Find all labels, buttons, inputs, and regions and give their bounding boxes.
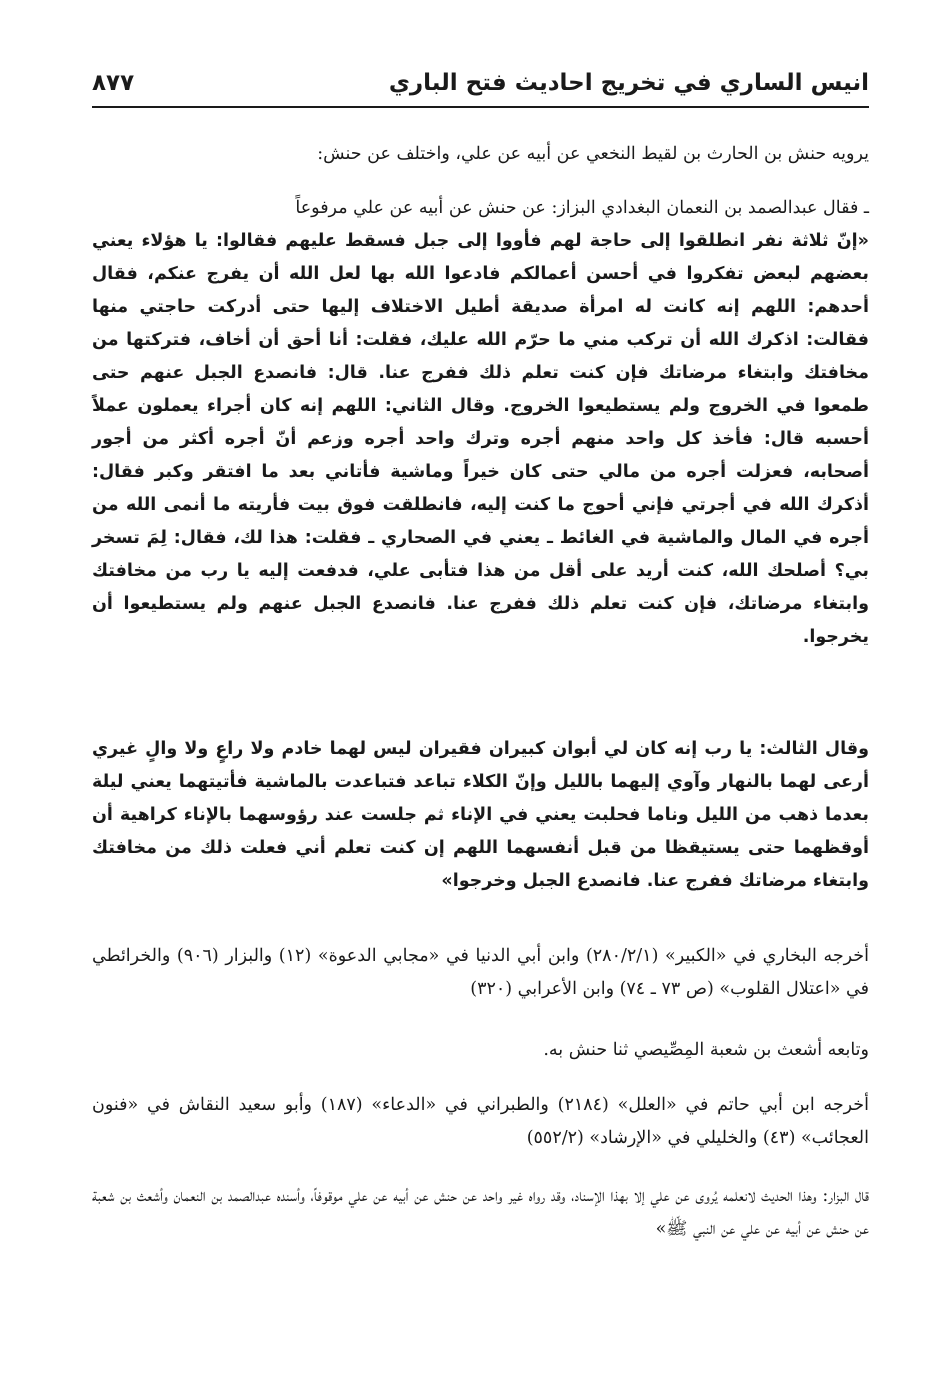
hadith-text-part2: وقال الثالث: يا رب إنه كان لي أبوان كبيران فقيران ليس لهما خادم ولا راعٍ ولا والٍ غيري أرعى لهما بالنهار وآوي إليهما بالليل وإنّ الكلاء تباعد فتباعدت بالماشية فأتيتهما يعني ليلة بعدما ذهب من الليل وناما فحلبت يعني في الإناء ثم جلست عند رؤوسهما بالإناء كراهية أن أوقظهما حتى يستيقظا من قبل أنفسهما اللهم إن كنت تعلم أني فعلت ذلك من مخافتك وابتغاء مرضاتك ففرج عنا. فانصدع الجبل وخرجوا» <box>92 739 869 891</box>
intro-paragraph: يرويه حنش بن الحارث بن لقيط النخعي عن أبيه عن علي، واختلف عن حنش: <box>317 144 869 164</box>
mutaba-paragraph: وتابعه أشعث بن شعبة المِصِّيصي ثنا حنش به. <box>543 1040 869 1060</box>
page-number: ٨٧٧ <box>92 70 135 96</box>
narrator-line: ـ فقال عبدالصمد بن النعمان البغدادي البزاز: عن حنش عن أبيه عن علي مرفوعاً <box>295 198 869 218</box>
page-header <box>92 66 869 108</box>
takhrij-paragraph-2: أخرجه ابن أبي حاتم في «العلل» (٢١٨٤) والطبراني في «الدعاء» (١٨٧) وأبو سعيد النقاش في «فنون العجائب» (٤٣) والخليلي في «الإرشاد» (٥٥٢/٢) <box>92 1095 869 1148</box>
hadith-text-part1: «إنّ ثلاثة نفر انطلقوا إلى حاجة لهم فأووا إلى جبل فسقط عليهم فقالوا: يا هؤلاء يعني بعضهم لبعض تفكروا في أحسن أعمالكم فادعوا الله بها لعل الله أن يفرج عنكم، فقال أحدهم: اللهم إنه كانت له امرأة صديقة أطيل الاختلاف إليها حتى أدركت حاجتي منها فقالت: اذكرك الله أن تركب مني ما حرّم الله عليك، فقلت: أنا أحق أن أخاف، فتركتها من مخافتك وابتغاء مرضاتك فإن كنت تعلم ذلك ففرج عنا. قال: فانصدع الجبل عنهم حتى طمعوا في الخروج ولم يستطيعوا الخروج. وقال الثاني: اللهم إنه كان أجراء يعملون عملاً أحسبه قال: فأخذ كل واحد منهم أجره وترك واحد أجره وزعم أنّ أجره أكثر من أجور أصحابه، فعزلت أجره من مالي حتى كان خيراً وماشية فأتاني بعد ما افتقر وكبر فقال: أذكرك الله في أجرتي فإني أحوج ما كنت إليه، فانطلقت فوق بيت فأريته ما أنمى الله من أجره في المال والماشية في الغائط ـ يعني في الصحاري ـ فقلت: هذا لك، فقال: لِمَ تسخر بي؟ أصلحك الله، كنت أريد على أقل من هذا فتأبى علي، فدفعت إليه يا رب من مخافتك وابتغاء مرضاتك، فإن كنت تعلم ذلك ففرج عنا. فانصدع الجبل عنهم ولم يستطيعوا أن يخرجوا. <box>92 231 869 647</box>
running-title: انيس الساري في تخريج احاديث فتح الباري <box>388 70 869 96</box>
takhrij-paragraph-1: أخرجه البخاري في «الكبير» (٢٨٠/٢/١) وابن أبي الدنيا في «مجابي الدعوة» (١٢) والبزار (٩٠٦) والخرائطي في «اعتلال القلوب» (ص ٧٣ ـ ٧٤) وابن الأعرابي (٣٢٠) <box>92 946 869 999</box>
bazzar-comment-paragraph: قال البزار: وهذا الحديث لانعلمه يُروى عن علي إلا بهذا الإسناد، وقد رواه غير واحد عن حنش عن أبيه عن علي موقوفاً، وأسنده عبدالصمد بن النعمان وأشعث بن شعبة عن حنش عن أبيه عن علي عن النبي ﷺ» <box>92 1186 869 1239</box>
